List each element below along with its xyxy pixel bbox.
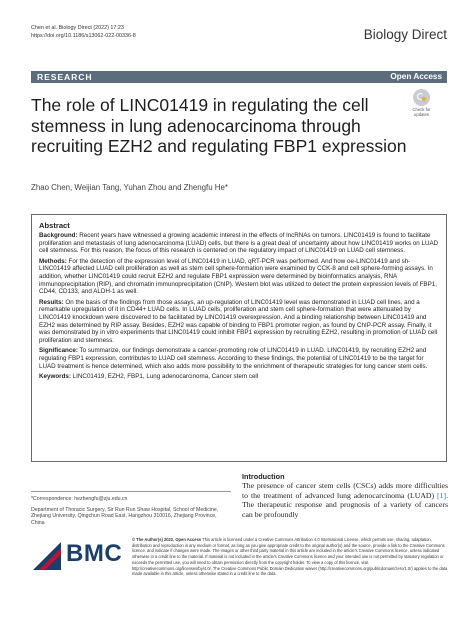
abstract-results: [39, 299, 439, 345]
results-label: Results:: [39, 298, 64, 306]
page-header: [31, 25, 447, 49]
introduction-text: The presence of cancer stem cells (CSCs) adds more difficulties to the treatment of advanced lung adenocarcinoma (LUAD) [1]. The therapeutic response and prognosis of a variety of cancers can be profoundly: [242, 481, 448, 519]
doi-link[interactable]: https://doi.org/10.1186/s13062-022-00336-8: [31, 32, 136, 39]
check-for-updates-badge[interactable]: [408, 89, 435, 117]
abstract-methods: [39, 258, 439, 296]
open-access-label: Open Access: [390, 72, 442, 81]
author-list: Zhao Chen, Weijian Tang, Yuhan Zhou and Zhengfu He*: [31, 183, 228, 192]
significance-text: To summarize, our findings demonstrate a cancer-promoting role of LINC01419 in LUAD. LINC01419, by recruiting EZH2 and regulating FBP1 expression, contributes to LUAD cell stemness. According to these findings, the potential of LINC01419 to be the target for LUAD treatment is hence determined, which also adds more possibility to the enrichment of therapeutic strategies for lung cancer stem cells.: [39, 347, 428, 370]
abstract-keywords: [39, 373, 439, 381]
affiliation-text: Department of Thoracic Surgery, Sir Run Run Shaw Hospital, School of Medicine, Zhejiang University, Qingchun Road East, Hangzhou 310016, Zhejiang Province, China: [31, 506, 219, 526]
abstract-significance: [39, 347, 439, 370]
background-text: Recent years have witnessed a growing academic interest in the effects of lncRNAs on tumors. LINC01419 is found to facilitate proliferation and metastasis of lung adenocarcinoma (LUAD) cells, but there is a great deal of uncertainty about how LINC01419 works on LUAD cell stemness. For this reason, the focus of this research is centered on the regulatory impact of LINC01419 on LUAD cell stemness.: [39, 232, 439, 255]
bmc-logo: [31, 540, 121, 572]
check-updates-label: Check for updates: [412, 107, 431, 117]
results-text: On the basis of the findings from those assays, an up-regulation of LINC01419 level was demonstrated in LUAD cell lines, and a remarkable upregulation of it in CD44+ LUAD cells. In LUAD cells, proliferation and stem cell sphere-formation that were attenuated by LINC01419 knockdown were discovered to be facilitated by LINC01419 overexpression. And a binding relationship between LINC01419 and EZH2 was determined by RIP assay. Besides, EZH2 was capable of binding to FBP1 promoter region, as found by ChIP-PCR assay. Finally, it was demonstrated by in vitro experiments that LINC01419 could inhibit FBP1 expression by recruiting EZH2, resulting in promotion of LUAD cell proliferation and stemness.: [39, 298, 438, 344]
significance-label: Significance:: [39, 347, 78, 355]
license-statement: © The Author(s) 2022. Open Access This article is licensed under a Creative Commons Attribution 4.0 International License, which permits use, sharing, adaptation, distribution and reproduction in any medium or format, as long as you give appropriate credit to the original author(s) and the source, provide a link to the Creative Commons licence, and indicate if changes were made. The images or other third party material in this article are included in the article's Creative Commons licence, unless indicated otherwise in a credit line to the material. If material is not included in the article's Creative Commons licence and your intended use is not permitted by statutory regulation or exceeds the permitted use, you will need to obtain permission directly from the copyright holder. To view a copy of this licence, visit http://creativecommons.org/licenses/by/4.0/. The Creative Commons Public Domain Dedication waiver (http://creativecommons.org/publicdomain/zero/1.0/) applies to the data made available in this article, unless otherwise stated in a credit line to the data.: [132, 537, 448, 577]
background-label: Background:: [39, 232, 78, 239]
abstract-background: [39, 232, 439, 255]
article-type-bar: [31, 71, 447, 83]
check-updates-icon: [413, 89, 430, 106]
article-title: The role of LINC01419 in regulating the cell stemness in lung adenocarcinoma through recruiting EZH2 and regulating FBP1 expression: [31, 95, 407, 156]
keywords-label: Keywords:: [39, 373, 71, 381]
bmc-mark-icon: [31, 540, 63, 572]
journal-name: Biology Direct: [363, 27, 447, 42]
citation-info: [31, 25, 136, 40]
keywords-text: LINC01419, EZH2, FBP1, Lung adenocarcinoma, Cancer stem cell: [72, 373, 259, 381]
article-type-label: RESEARCH: [37, 72, 93, 82]
introduction-heading: Introduction: [242, 472, 285, 481]
correspondence-email[interactable]: *Correspondence: hezhengfu@zju.edu.cn: [31, 496, 128, 502]
abstract-box: [31, 214, 447, 462]
reference-link[interactable]: [1]: [437, 490, 447, 500]
footnote-divider: [31, 491, 231, 492]
methods-label: Methods:: [39, 257, 67, 265]
footnotes: [31, 491, 231, 530]
bmc-logo-text: BMC: [66, 540, 123, 567]
citation-line: Chen et al. Biology Direct (2022) 17:23: [31, 25, 124, 31]
methods-text: For the detection of the expression level of LINC01419 in LUAD, qRT-PCR was performed. And how oe-LINC01419 and sh-LINC01419 affected LUAD cell proliferation as well as stem cell sphere-formation were examined by CCK-8 and cell sphere-forming assays. In addition, whether LINC01419 could recruit EZH2 and regulate FBP1 expression were determined by bioinformatics analysis, RNA immunoprecipitation (RIP), and chromatin immunoprecipitation (ChIP). Western blot was utilized to detect the protein expression levels of FBP1, CD44, CD133, and ALDH-1 as well.: [39, 257, 437, 296]
abstract-heading: Abstract: [39, 221, 70, 230]
